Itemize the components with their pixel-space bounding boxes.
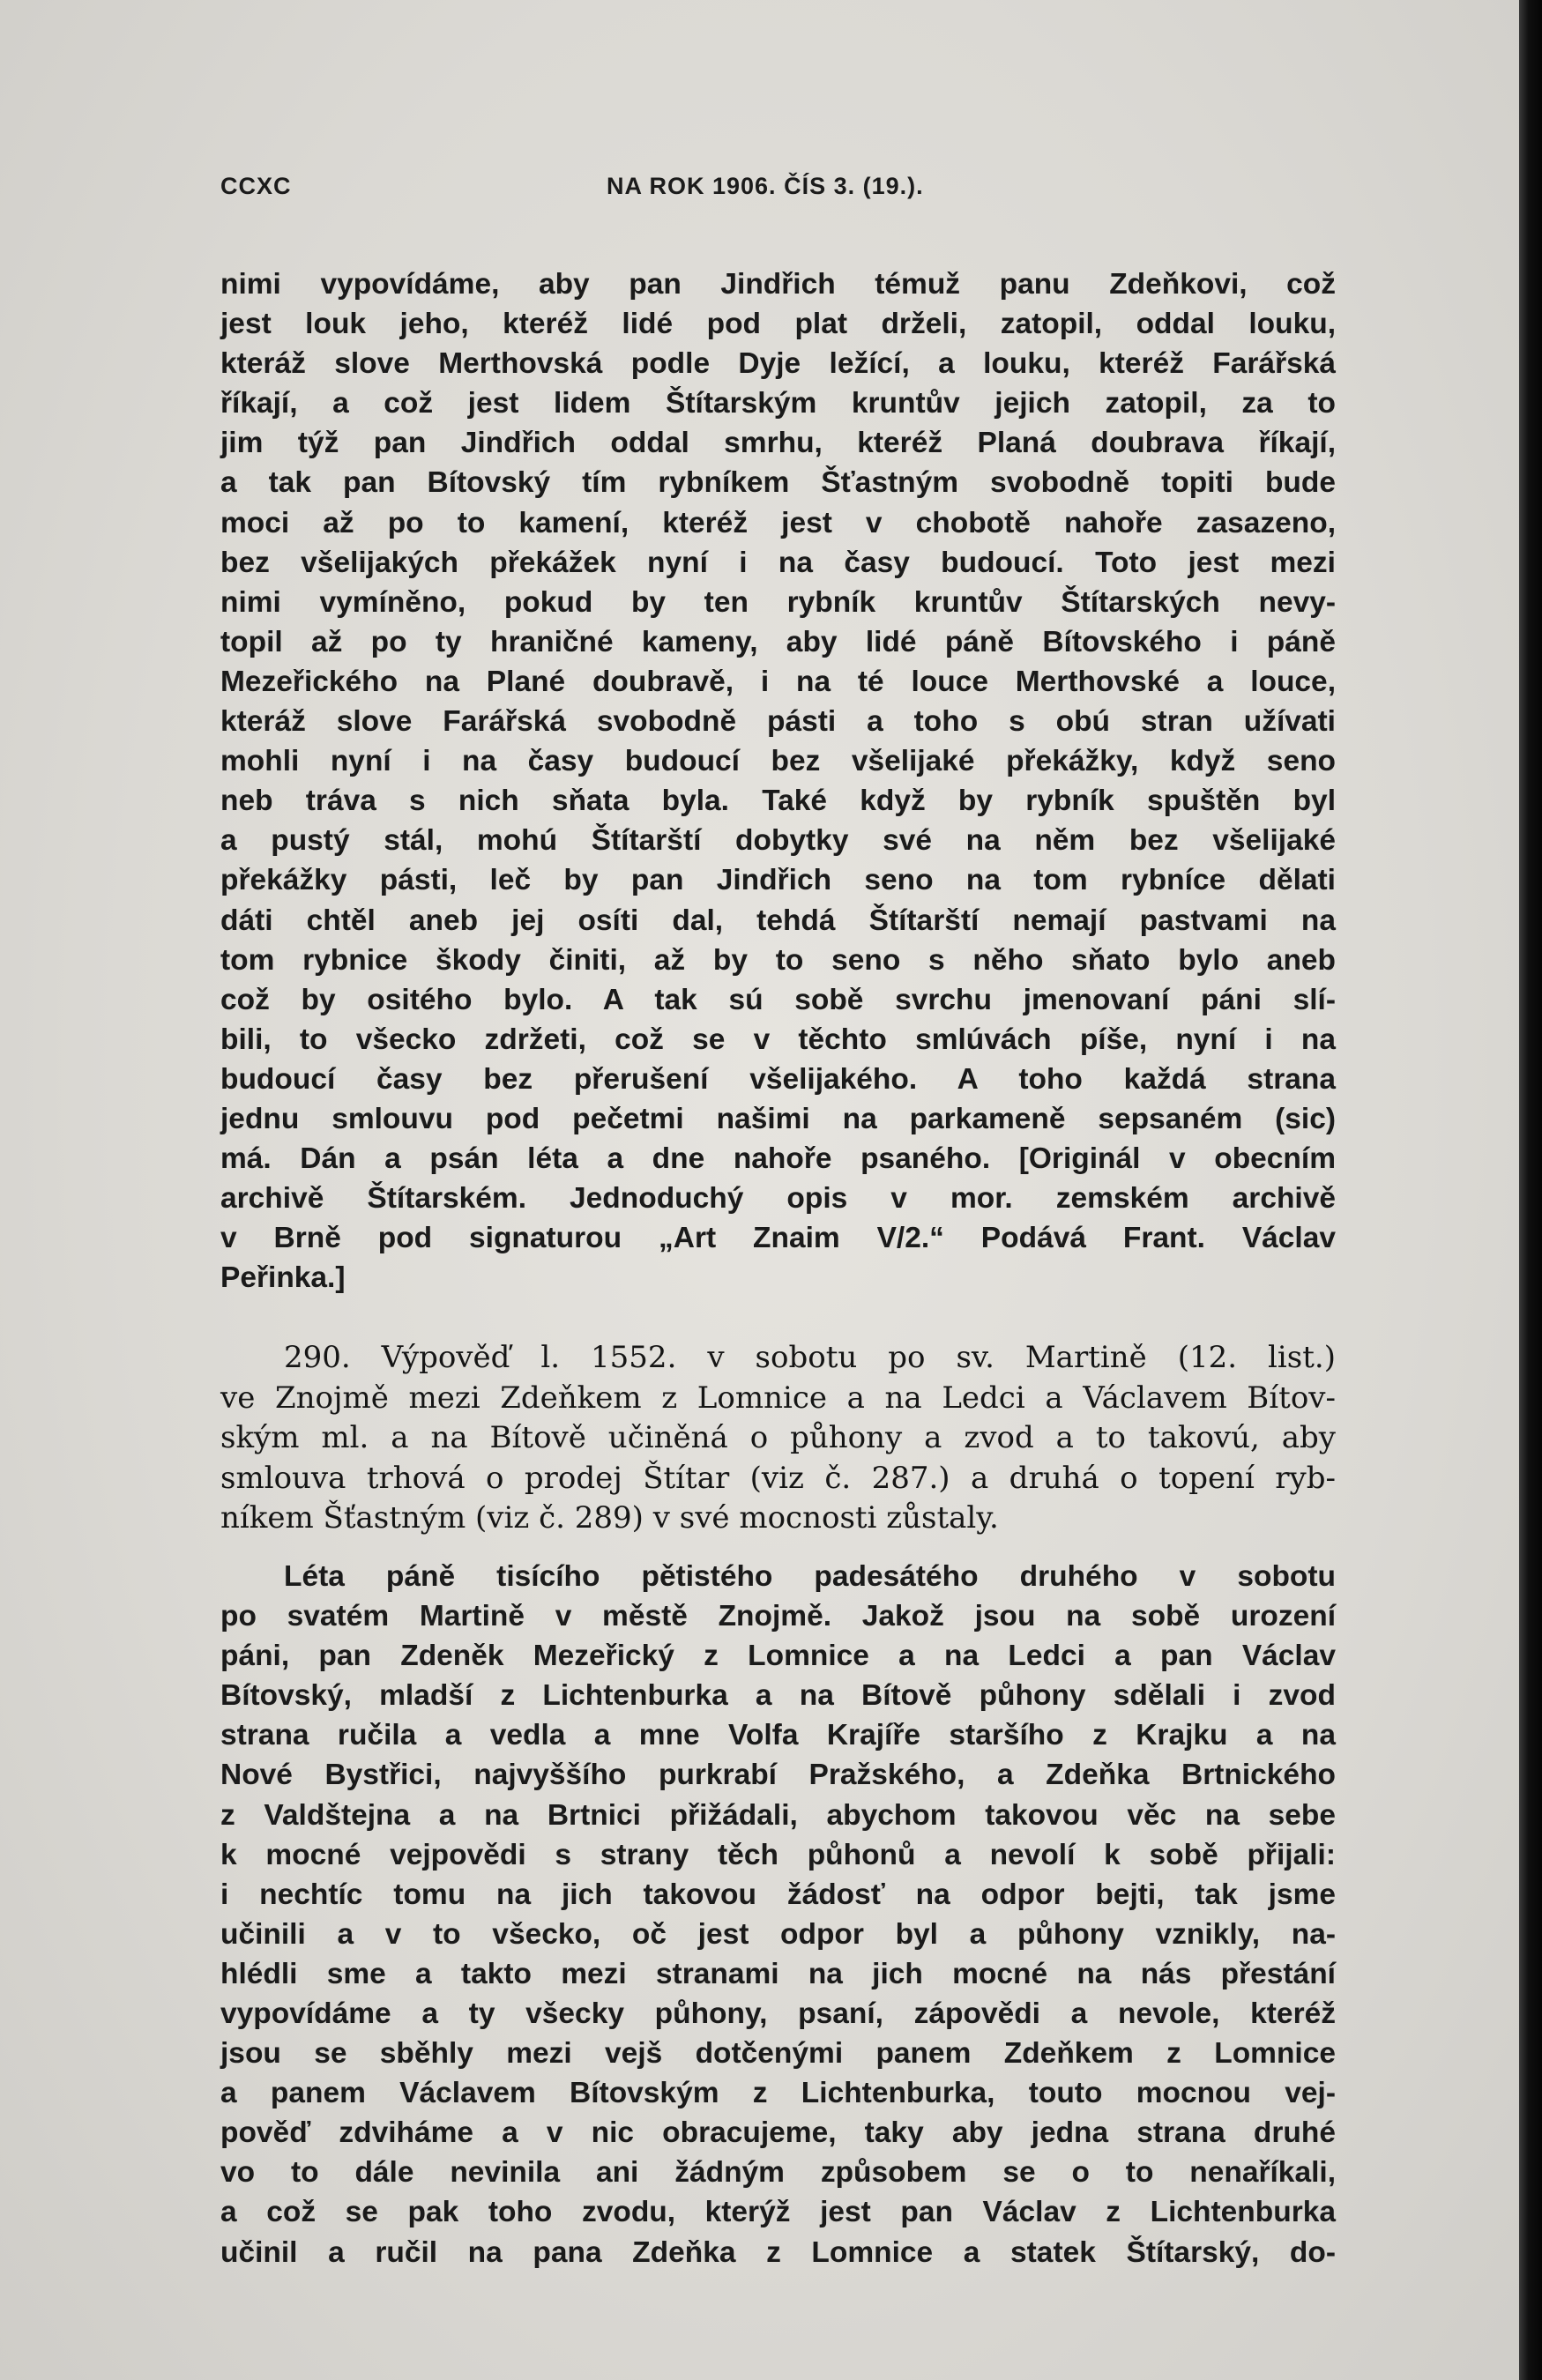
text-line: a což se pak toho zvodu, kterýž jest pan Václav z Lichtenburka [220,2196,1336,2229]
text-line: vypovídáme a ty všecky půhony, psaní, zápovědi a nevole, kteréž [220,1997,1336,2030]
text-line: nimi vypovídáme, aby pan Jindřich témuž panu Zdeňkovi, což [220,268,1336,301]
text-line: budoucí časy bez přerušení všelijakého. A toho každá strana [220,1062,1336,1096]
text-line: učinili a v to všecko, oč jest odpor byl a půhony vznikly, na- [220,1917,1336,1951]
text-line: učinil a ručil na pana Zdeňka z Lomnice a statek Štítarský, do- [220,2235,1336,2269]
text-line: jsou se sběhly mezi vejš dotčenými panem Zdeňkem z Lomnice [220,2037,1336,2071]
text-line: bili, to všecko zdržeti, což se v těchto smlúvách píše, nyní i na [220,1023,1336,1056]
text-line: páni, pan Zdeněk Mezeřický z Lomnice a na Ledci a pan Václav [220,1640,1336,1673]
text-line: i nechtíc tomu na jich takovou žádosť na odpor bejti, tak jsme [220,1878,1336,1911]
text-line: tom rybnice škody činiti, až by to seno s něho sňato bylo aneb [220,943,1336,977]
text-line: bez všelijakých překážek nyní i na časy budoucí. Toto jest mezi [220,546,1336,579]
text-line: což by ositého bylo. A tak sú sobě svrchu jmenovaní páni slí- [220,983,1336,1016]
heading-line: smlouva trhová o prodej Štítar (viz č. 287.) a druhá o topení ryb- [220,1460,1336,1496]
heading-line: níkem Šťastným (viz č. 289) v své mocnosti zůstaly. [220,1500,999,1536]
heading-line: ským ml. a na Bítově učiněná o půhony a zvod a to takovú, aby [220,1420,1336,1456]
text-line: říkají, a což jest lidem Štítarským kruntův jejich zatopil, za to [220,387,1336,420]
page-number: CCXC [220,173,292,199]
paragraph-document-290 [220,1557,1336,2272]
text-line: z Valdštejna a na Brtnici přižádali, abychom takovou věc na sebe [220,1798,1336,1832]
text-line: jednu smlouvu pod pečetmi našimi na parkameně sepsaném (sic) [220,1102,1336,1135]
page-header [220,173,1322,208]
text-line: a panem Václavem Bítovským z Lichtenburka, touto mocnou vej- [220,2077,1336,2110]
section-heading-290 [220,1338,1336,1539]
paragraph-continuation [220,264,1336,1298]
text-line: po svatém Martině v městě Znojmě. Jakož jsou na sobě urození [220,1600,1336,1633]
text-line: archivě Štítarském. Jednoduchý opis v mor. zemském archivě [220,1182,1336,1216]
text-line: vo to dále nevinila ani žádným způsobem se o to nenaříkali, [220,2156,1336,2190]
text-line: topil až po ty hraničné kameny, aby lidé páně Bítovského i páně [220,625,1336,658]
text-line: moci až po to kamení, kteréž jest v chobotě nahoře zasazeno, [220,506,1336,539]
text-line: překážky pásti, leč by pan Jindřich seno na tom rybníce dělati [220,864,1336,897]
text-body [220,264,1336,2272]
text-line: nimi vymíněno, pokud by ten rybník kruntův Štítarských nevy- [220,585,1336,619]
text-line: neb tráva s nich sňata byla. Také když by rybník spuštěn byl [220,785,1336,818]
text-line: Nové Bystřici, najvyššího purkrabí Pražského, a Zdeňka Brtnického [220,1759,1336,1792]
text-line: a pustý stál, mohú Štítarští dobytky své na něm bez všelijaké [220,824,1336,858]
text-line: pověď zdviháme a v nic obracujeme, taky aby jedna strana druhé [220,2116,1336,2150]
text-line: Bítovský, mladší z Lichtenburka a na Bítově půhony sdělali i zvod [220,1679,1336,1713]
text-line: Léta páně tisícího pětistého padesátého druhého v sobotu [284,1559,1336,1593]
text-line: kteráž slove Merthovská podle Dyje ležící, a louku, kteréž Farářská [220,347,1336,381]
text-line: a tak pan Bítovský tím rybníkem Šťastným svobodně topiti bude [220,466,1336,500]
text-line: k mocné vejpovědi s strany těch půhonů a nevolí k sobě přijali: [220,1838,1336,1871]
scan-dark-edge [1519,0,1542,2380]
text-line: mohli nyní i na časy budoucí bez všelijaké překážky, když seno [220,745,1336,778]
heading-line: ve Znojmě mezi Zdeňkem z Lomnice a na Ledci a Václavem Bítov- [220,1380,1336,1416]
text-line: má. Dán a psán léta a dne nahoře psaného. [Originál v obecním [220,1142,1336,1176]
text-line: hlédli sme a takto mezi stranami na jich mocné na nás přestání [220,1957,1336,1990]
text-line: v Brně pod signaturou „Art Znaim V/2.“ Podává Frant. Václav [220,1222,1336,1255]
text-line: Mezeřického na Plané doubravě, i na té louce Merthovské a louce, [220,665,1336,698]
text-line: strana ručila a vedla a mne Volfa Krajíře staršího z Krajku a na [220,1719,1336,1752]
running-title: NA ROK 1906. ČÍS 3. (19.). [607,173,924,199]
text-line: kteráž slove Farářská svobodně pásti a toho s obú stran užívati [220,705,1336,739]
text-line: jest louk jeho, kteréž lidé pod plat drželi, zatopil, oddal louku, [220,308,1336,341]
heading-line: 290. Výpověď l. 1552. v sobotu po sv. Martině (12. list.) [284,1340,1336,1376]
text-line: dáti chtěl aneb jej osíti dal, tehdá Štítarští nemají pastvami na [220,904,1336,937]
text-line: Peřinka.] [220,1261,346,1295]
text-line: jim týž pan Jindřich oddal smrhu, kteréž Planá doubrava říkají, [220,427,1336,460]
